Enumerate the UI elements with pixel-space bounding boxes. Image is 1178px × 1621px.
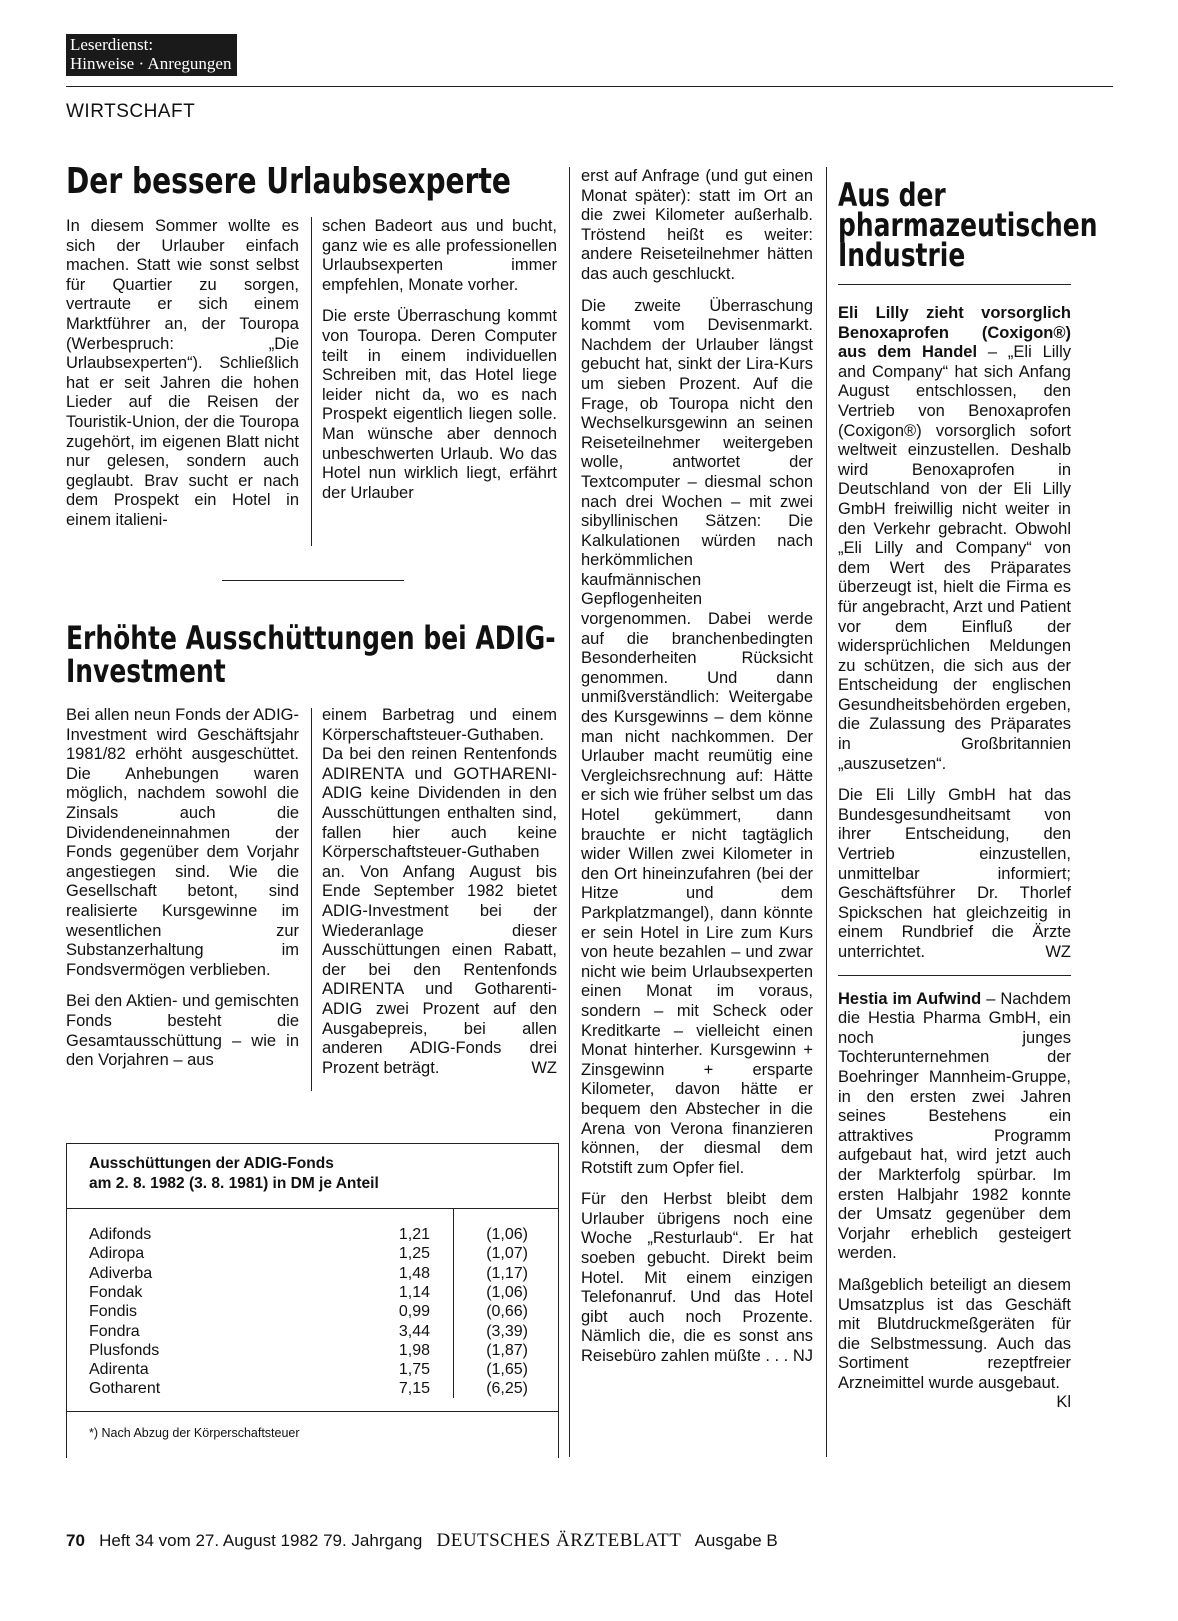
table-row [67,1342,558,1361]
distribution-1982: 7,15 [398,1380,430,1398]
sidebar-item1-signature: WZ [1045,943,1071,961]
table-footnote: *) Nach Abzug der Körperschaftsteuer [89,1426,300,1440]
distribution-1982: 1,75 [398,1361,430,1379]
article1-paragraph: erst auf Anfrage (und gut einen Monat später): statt im Ort an die zwei Kilometer außerhalb. Tröstend heißt es weiter: andere Reiseteilnehmer hätten das auch geschluckt. [581,167,813,283]
article1-signature: NJ [792,1347,813,1366]
sidebar-item1-lead: Eli Lilly zieht vorsorglich Benoxaprofen (Coxigon®) aus dem Handel [838,304,1071,362]
sidebar-title-line-2: pharmazeutischen [838,206,1098,244]
sidebar-item2-lead: Hestia im Aufwind [838,989,982,1008]
header-rule [66,86,1113,87]
article1-paragraph: In diesem Sommer wollte es sich der Urlauber einfach machen. Statt wie sonst selbst für Quartier zu sorgen, vertraute er sich einem Marktführer an, der Touropa (Werbespruch: „Die Urlaubsexperten“). Schließlich hat er seit Jahren die hohen Lieder auf die Reisen der Touristik-Union, der die Touropa zugehört, im eigenen Blatt nicht nur gelesen, sondern auch geglaubt. Brav sucht er nach dem Prospekt ein Hotel in einem italieni- [66,217,299,529]
fund-name: Adiropa [89,1245,145,1263]
sidebar-item-paragraph [838,990,1071,1264]
distribution-1982: 0,99 [398,1303,430,1321]
sidebar-item-paragraph [838,786,1071,962]
article2-paragraph [322,706,557,1078]
issue-info: Heft 34 vom 27. August 1982 79. Jahrgang [99,1531,423,1550]
article2-title [66,619,556,690]
table-row [67,1284,558,1303]
sidebar-item-paragraph [838,1275,1071,1412]
table-row [67,1303,558,1322]
table-title [89,1154,379,1194]
article2-signature: WZ [531,1058,557,1077]
table-footer-rule [67,1411,558,1412]
sidebar-item2-signature: Kl [1056,1393,1071,1412]
sidebar-title-line-1: Aus der [838,176,946,214]
table-row [67,1380,558,1399]
article2-paragraph: Bei den Aktien- und gemischten Fonds besteht die Gesamtausschüttung – wie in den Vorjahren – aus [66,992,299,1070]
table-row [67,1226,558,1245]
sidebar-divider [826,167,827,1457]
distribution-1981: (1,06) [486,1283,528,1301]
sidebar-title-line-3: Industrie [838,236,966,274]
distribution-1981: (1,07) [486,1245,528,1263]
table-row [67,1323,558,1342]
fund-name: Adirenta [89,1361,149,1379]
badge-line-2: Hinweise · Anregungen [70,54,232,73]
fund-name: Fondra [89,1322,140,1340]
fund-name: Fondis [89,1303,138,1321]
distribution-1981: (0,66) [486,1303,528,1321]
table-header-rule [67,1208,558,1209]
table-title-line-2: am 2. 8. 1982 (3. 8. 1981) in DM je Anteil [89,1175,379,1192]
fund-name: Fondak [89,1283,143,1301]
column-divider [569,167,570,1457]
page-footer [66,1530,778,1552]
journal-name: DEUTSCHES ÄRZTEBLATT [436,1530,682,1551]
distribution-1982: 1,25 [398,1245,430,1263]
table-title-line-1: Ausschüttungen der ADIG-Fonds [89,1155,334,1172]
column-divider [311,708,312,1091]
article1-title: Der bessere Urlaubsexperte [66,161,511,202]
article1-paragraph: Die erste Überraschung kommt von Touropa. Deren Computer teilt in einem individuellen Schreiben mit, das Hotel liege leider nicht da, wo es nach Prospekt eigentlich liegen solle. Man wünsche aber dennoch unbeschwerten Urlaub. Wo das Hotel nun wirklich liegt, erfährt der Urlauber [322,307,557,502]
article2-paragraph: Bei allen neun Fonds der ADIG-Investment wird Geschäftsjahr 1981/82 erhöht ausgeschüttet. Die Anhebungen waren möglich, nachdem sowohl die Zinsals auch die Dividendeneinnahmen der Fonds gegenüber dem Vorjahr angestiegen sind. Wie die Gesellschaft betont, sind realisierte Kursgewinne im wesentlichen zur Substanzerhaltung im Fondsvermögen verblieben. [66,706,299,979]
fund-name: Adiverba [89,1264,153,1282]
page-number: 70 [66,1531,85,1550]
article2-title-line-2: Investment [66,652,226,690]
distribution-1981: (6,25) [486,1380,528,1398]
article1-paragraph: schen Badeort aus und bucht, ganz wie es alle professionellen Urlaubsexperten immer empfehlen, Monate vorher. [322,217,557,294]
sidebar-item2-body: – Nachdem die Hestia Pharma GmbH, ein noch junges Tochterunternehmen der Boehringer Mannheim-Gruppe, in den ersten zwei Jahren seines Bestehens ein attraktives Programm aufgebaut hat, wird jetzt auch der Markterfolg spürbar. Im ersten Halbjahr 1982 konnte der Umsatz gegenüber dem Vorjahr erheblich gesteigert werden. [838,989,1071,1263]
distribution-1982: 1,48 [398,1264,430,1282]
fund-name: Adifonds [89,1226,152,1243]
article2-body-text: einem Barbetrag und einem Körperschaftsteuer-Guthaben. Da bei den reinen Rentenfonds ADIRENTA und GOTHARENI-ADIG keine Dividenden in den Ausschüttungen enthalten sind, fallen hier auch keine Körperschaftsteuer-Guthaben an. Von Anfang August bis Ende September 1982 bietet ADIG-Investment bei der Wiederanlage dieser Ausschüttungen einen Rabatt, der bei den Rentenfonds ADIRENTA und Gotharenti-ADIG zwei Prozent auf den Ausgabepreis, bei allen anderen ADIG-Fonds drei Prozent beträgt. [322,706,557,1077]
distribution-1981: (1,06) [486,1226,528,1243]
distribution-1981: (3,39) [486,1322,528,1340]
sidebar-item-paragraph [838,304,1071,774]
sidebar-item2-text: Maßgeblich beteiligt an diesem Umsatzplus ist das Geschäft mit Blutdruckmeßgeräten für die Selbstmessung. Auch das Sortiment rezeptfreier Arzneimittel wurde ausgebaut. [838,1275,1071,1392]
table-row [67,1361,558,1380]
sidebar-item1-text: Die Eli Lilly GmbH hat das Bundesgesundheitsamt von ihrer Entscheidung, den Vertrieb einzustellen, unmittelbar informiert; Geschäftsführer Dr. Thorlef Spickschen hat gleichzeitig in einem Rundbrief die Ärzte unterrichtet. [838,786,1071,961]
article1-paragraph [581,1190,813,1366]
sidebar-title-rule [838,284,1071,285]
article1-closing-text: Für den Herbst bleibt dem Urlauber übrigens noch eine Woche „Resturlaub“. Er hat soeben gebucht. Direkt beim Hotel. Mit einem einzigen Telefonanruf. Und das Hotel gibt auch noch Prozente. Nämlich die, die es sonst ans Reisebüro zahlen müßte . . . [581,1190,813,1366]
distribution-1981: (1,87) [486,1341,528,1359]
badge-line-1: Leserdienst: [70,35,154,54]
distribution-1982: 1,14 [398,1283,430,1301]
distribution-1982: 1,21 [398,1226,430,1243]
article-separator [222,580,404,581]
article2-column-2 [322,706,557,1090]
distribution-1982: 1,98 [398,1341,430,1359]
article1-paragraph: Die zweite Überraschung kommt vom Devisenmarkt. Nachdem der Urlauber längst gebucht hat, sinkt der Lira-Kurs um sieben Prozent. Auf die Frage, ob Touropa nicht den Wechselkursgewinn an seinen Reiseteilnehmer weitergeben wolle, antwortet der Textcomputer – diesmal schon nach drei Wochen – mit zwei sibyllinischen Sätzen: Die Kalkulationen würden nach herkömmlichen kaufmännischen Gepflogenheiten vorgenommen. Dabei werde auf die branchenbedingten Besonderheiten Rücksicht genommen. Und dann unmißverständlich: Weitergabe des Kursgewinns – dem könne man nicht nachkommen. Der Urlauber macht reumütig eine Vergleichsrechnung auf: Hätte er sich wie früher selbst um das Hotel gekümmert, dann brauchte er nicht tagtäglich wider Willen zwei Kilometer in den Ort hineinzufahren (bei der Hitze und dem Parkplatzmangel), dann könnte er sein Hotel in Lire zum Kurs von heute bezahlen – und zwar nicht wie beim Urlaubsexperten einen Monat im voraus, sondern – mit Scheck oder Kreditkarte – vielleicht einen Monat hinterher. Kursgewinn + Zinsgewinn + ersparte Kilometer, davon hätte er bequem den Abstecher in die Arena von Verona finanzieren können, der diesmal dem Rotstift zum Opfer fiel. [581,296,814,1177]
distribution-1981: (1,17) [486,1264,528,1282]
article1-column-1 [66,217,299,543]
distribution-1982: 3,44 [398,1322,430,1340]
sidebar-item1-body: – „Eli Lilly and Company“ hat sich Anfang August entschlossen, den Vertrieb von Benoxaprofen (Coxigon®) vorsorglich sofort weltweit einzustellen. Deshalb wird Benoxaprofen in Deutschland von der Eli Lilly GmbH freiwillig nicht weiter in den Verkehr gebracht. Obwohl „Eli Lilly and Company“ von dem Wert des Präparates überzeugt ist, hielt die Firma es für angebracht, Arzt und Patient vor dem Einfluß der widersprüchlichen Meldungen zu schützen, die sich aus der Entscheidung der englischen Gesundheitsbehörden ergeben, die Zulassung des Präparates in Großbritannien „auszusetzen“. [838,343,1071,773]
article1-column-3 [581,167,813,1379]
section-label: WIRTSCHAFT [66,101,196,122]
leserdienst-badge [66,34,237,76]
sidebar-title [838,176,1098,274]
article2-column-1 [66,706,299,1083]
column-divider [311,217,312,546]
fund-name: Plusfonds [89,1341,160,1359]
sidebar-column [838,304,1071,1413]
distribution-1981: (1,65) [486,1361,528,1379]
table-row [67,1245,558,1264]
article2-title-line-1: Erhöhte Ausschüttungen bei ADIG- [66,619,556,657]
edition-label: Ausgabe B [694,1531,778,1550]
adig-fonds-table [66,1143,559,1458]
sidebar-item-separator [838,975,1071,976]
fund-name: Gotharent [89,1380,161,1398]
table-row [67,1265,558,1284]
article1-column-2 [322,217,557,515]
